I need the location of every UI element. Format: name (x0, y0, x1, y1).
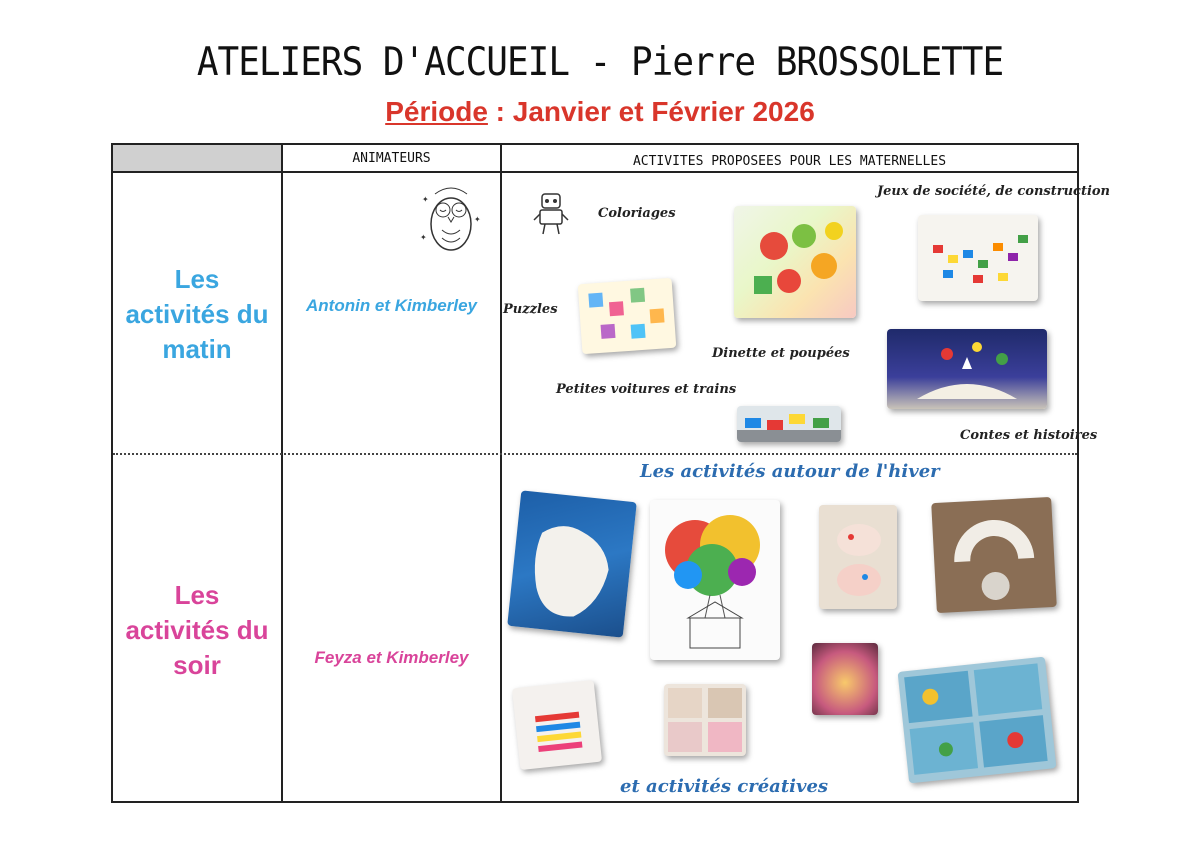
voitures-photo (737, 406, 841, 442)
animateurs-matin: Antonin et Kimberley (306, 296, 477, 315)
header-animateurs: ANIMATEURS (352, 151, 431, 166)
bracelet-photo (512, 680, 602, 770)
shell-craft-photo (819, 505, 897, 609)
svg-text:✦: ✦ (422, 195, 429, 204)
svg-text:✦: ✦ (420, 233, 427, 242)
paper-plate-photo (931, 497, 1057, 613)
robot-drawing-icon (532, 190, 570, 238)
caption-voitures: Petites voitures et trains (556, 382, 737, 397)
col-divider-1 (281, 143, 283, 803)
caption-creatives: et activités créatives (620, 776, 829, 797)
row-label-matin (113, 262, 281, 367)
table-border-top (111, 143, 1079, 145)
balloon-house-photo (650, 500, 780, 660)
header-activites: ACTIVITES PROPOSEES POUR LES MATERNELLES (632, 154, 947, 169)
row-label-line: Les (174, 580, 220, 610)
construction-photo (918, 215, 1038, 301)
row-divider (113, 453, 1077, 455)
table-border-bottom (111, 801, 1079, 803)
col-divider-2 (500, 143, 502, 803)
row-label-line: soir (173, 650, 221, 680)
animateurs-soir: Feyza et Kimberley (314, 648, 469, 667)
header-corner-cell (113, 145, 282, 171)
heart-craft-photo (664, 684, 746, 756)
row-label-line: activités du (125, 615, 269, 645)
period-dates: : Janvier et Février 2026 (487, 96, 815, 127)
candle-jar-photo (812, 643, 878, 715)
dinette-photo (734, 206, 856, 318)
period-label: Période (385, 96, 488, 127)
table-border-right (1077, 143, 1079, 803)
row-label-soir (113, 578, 281, 683)
caption-dinette: Dinette et poupées (712, 346, 850, 361)
caption-jeux: Jeux de société, de construction (877, 184, 1111, 199)
page-title: ATELIERS D'ACCUEIL - Pierre BROSSOLETTE (196, 39, 1004, 86)
row-label-line: Les (174, 264, 220, 294)
row-label-line: activités du (125, 299, 269, 329)
winter-painting-photo (507, 490, 637, 637)
owl-drawing-icon (418, 182, 484, 254)
contes-photo (887, 329, 1047, 409)
puzzle-photo (578, 278, 677, 354)
header-divider (111, 171, 1079, 173)
caption-contes: Contes et histoires (960, 428, 1098, 443)
svg-text:✦: ✦ (474, 215, 481, 224)
period-subtitle (0, 96, 1200, 128)
row-label-line: matin (162, 334, 232, 364)
table-border-left (111, 143, 113, 803)
caption-coloriages: Coloriages (598, 206, 676, 221)
caption-hiver: Les activités autour de l'hiver (640, 461, 940, 482)
sea-animals-photo (898, 657, 1057, 784)
caption-puzzles: Puzzles (503, 302, 558, 317)
